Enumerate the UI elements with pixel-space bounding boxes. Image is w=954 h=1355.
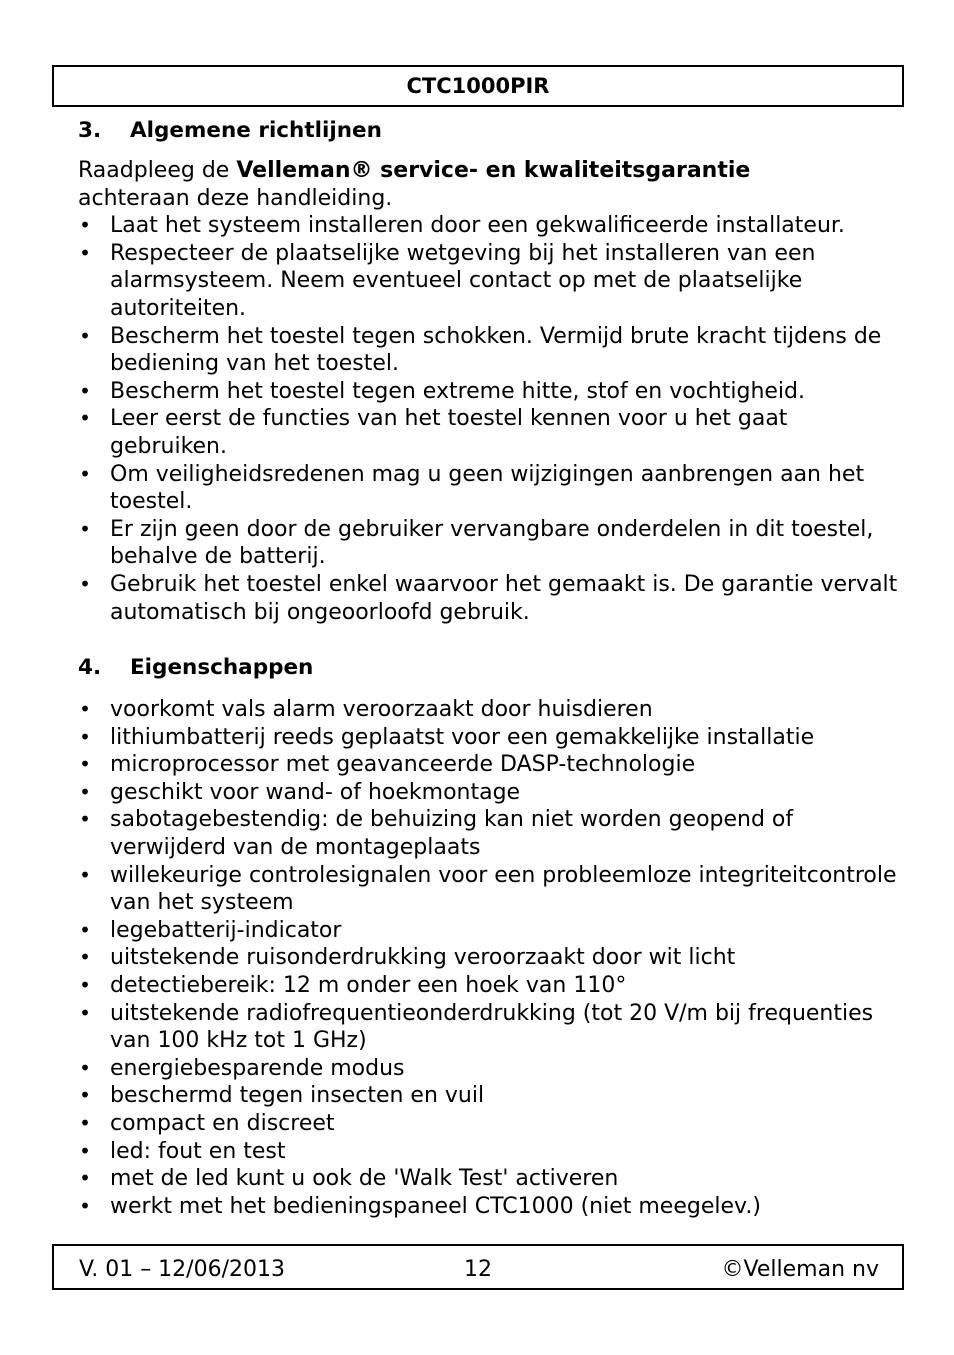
guideline-item [78, 461, 898, 516]
feature-item-text: uitstekende radiofrequentieonderdrukking (tot 20 V/m bij frequenties van 100 kHz tot 1 GHz) [110, 1000, 874, 1054]
bullet-icon: • [79, 1166, 91, 1191]
feature-item [78, 1193, 898, 1221]
feature-item-text: willekeurige controlesignalen voor een probleemloze integriteitcontrole van het systeem [110, 862, 897, 916]
guideline-item-text: Om veiligheidsredenen mag u geen wijzigingen aanbrengen aan het toestel. [110, 461, 865, 515]
bullet-icon: • [79, 779, 91, 804]
page-footer [52, 1244, 904, 1290]
bullet-icon: • [79, 1138, 91, 1163]
intro-suffix: achteraan deze handleiding. [78, 185, 393, 211]
bullet-icon: • [79, 945, 91, 970]
bullet-icon: • [79, 862, 91, 887]
guideline-item [78, 571, 898, 626]
guideline-item-text: Bescherm het toestel tegen extreme hitte, stof en vochtigheid. [110, 378, 805, 404]
guideline-item [78, 212, 898, 240]
bullet-icon: • [79, 213, 91, 238]
section-3-intro [78, 157, 898, 212]
intro-prefix: Raadpleeg de [78, 158, 237, 183]
bullet-icon: • [79, 1083, 91, 1108]
feature-item-text: legebatterij-indicator [110, 917, 342, 943]
bullet-icon: • [79, 571, 91, 596]
bullet-icon: • [79, 1193, 91, 1218]
bullet-icon: • [79, 752, 91, 777]
feature-item [78, 696, 898, 724]
bullet-icon: • [79, 697, 91, 722]
bullet-icon: • [79, 1111, 91, 1135]
bullet-icon: • [79, 378, 91, 403]
feature-item-text: beschermd tegen insecten en vuil [110, 1083, 485, 1109]
guideline-item [78, 378, 898, 406]
footer-copyright: ©Velleman nv [721, 1257, 879, 1282]
feature-item-text: voorkomt vals alarm veroorzaakt door huisdieren [110, 697, 653, 723]
guideline-item [78, 516, 898, 571]
section-general-guidelines [78, 115, 898, 626]
feature-item-text: geschikt voor wand- of hoekmontage [110, 779, 521, 805]
feature-item [78, 1000, 898, 1055]
section-3-title: Algemene richtlijnen [130, 118, 382, 143]
guideline-item-text: Respecteer de plaatselijke wetgeving bij het installeren van een alarmsysteem. Neem eventueel contact op met de plaatselijke autoriteiten. [110, 240, 816, 321]
feature-item [78, 944, 898, 972]
guideline-item [78, 240, 898, 323]
feature-item-text: detectiebereik: 12 m onder een hoek van 110° [110, 973, 627, 999]
feature-item-text: compact en discreet [110, 1111, 335, 1136]
bullet-icon: • [79, 323, 91, 348]
bullet-icon: • [79, 516, 91, 541]
bullet-icon: • [79, 406, 91, 431]
feature-item-text: uitstekende ruisonderdrukking veroorzaakt door wit licht [110, 945, 736, 971]
bullet-icon: • [79, 1055, 91, 1080]
guideline-item-text: Laat het systeem installeren door een gekwalificeerde installateur. [110, 213, 845, 239]
bullet-icon: • [79, 461, 91, 486]
features-list [78, 696, 898, 1220]
feature-item-text: energiebesparende modus [110, 1055, 405, 1081]
section-4-title: Eigenschappen [130, 655, 314, 681]
bullet-icon: • [79, 1000, 91, 1025]
page-content [78, 115, 898, 1220]
section-3-number: 3. [78, 118, 102, 143]
bullet-icon: • [79, 917, 91, 942]
section-3-heading [78, 115, 898, 147]
section-4-heading [78, 652, 898, 684]
feature-item-text: microprocessor met geavanceerde DASP-technologie [110, 752, 696, 778]
guideline-item-text: Leer eerst de functies van het toestel kennen voor u het gaat gebruiken. [110, 406, 788, 459]
feature-item-text: sabotagebestendig: de behuizing kan niet worden geopend of verwijderd van de montageplaats [110, 807, 794, 861]
feature-item-text: led: fout en test [110, 1138, 286, 1164]
feature-item-text: lithiumbatterij reeds geplaatst voor een gemakkelijke installatie [110, 724, 815, 750]
feature-item [78, 972, 898, 1000]
bullet-icon: • [79, 240, 91, 265]
guideline-item-text: Er zijn geen door de gebruiker vervangbare onderdelen in dit toestel, behalve de batterij. [110, 516, 874, 570]
feature-item [78, 1110, 898, 1138]
feature-item [78, 751, 898, 779]
feature-item [78, 1165, 898, 1193]
footer-page-number: 12 [464, 1257, 492, 1282]
feature-item-text: werkt met het bedieningspaneel CTC1000 (niet meegelev.) [110, 1193, 761, 1219]
model-title: CTC1000PIR [406, 74, 550, 98]
bullet-icon: • [79, 724, 91, 749]
guideline-item-text: Gebruik het toestel enkel waarvoor het gemaakt is. De garantie vervalt automatisch bij ongeoorloofd gebruik. [110, 571, 898, 625]
guidelines-list [78, 212, 898, 626]
page-header [52, 65, 904, 107]
section-4-number: 4. [78, 655, 102, 681]
section-features [78, 652, 898, 1220]
feature-item [78, 779, 898, 807]
guideline-item-text: Bescherm het toestel tegen schokken. Vermijd brute kracht tijdens de bediening van het toestel. [110, 323, 882, 377]
guideline-item [78, 323, 898, 378]
guideline-item [78, 405, 898, 460]
feature-item [78, 806, 898, 861]
feature-item [78, 862, 898, 917]
feature-item [78, 724, 898, 752]
feature-item [78, 917, 898, 945]
bullet-icon: • [79, 973, 91, 998]
feature-item [78, 1138, 898, 1166]
bullet-icon: • [79, 807, 91, 832]
feature-item [78, 1055, 898, 1083]
intro-warranty-reference: Velleman® service- en kwaliteitsgarantie [236, 158, 751, 183]
feature-item-text: met de led kunt u ook de 'Walk Test' activeren [110, 1166, 619, 1192]
feature-item [78, 1082, 898, 1110]
footer-version: V. 01 – 12/06/2013 [79, 1257, 285, 1282]
